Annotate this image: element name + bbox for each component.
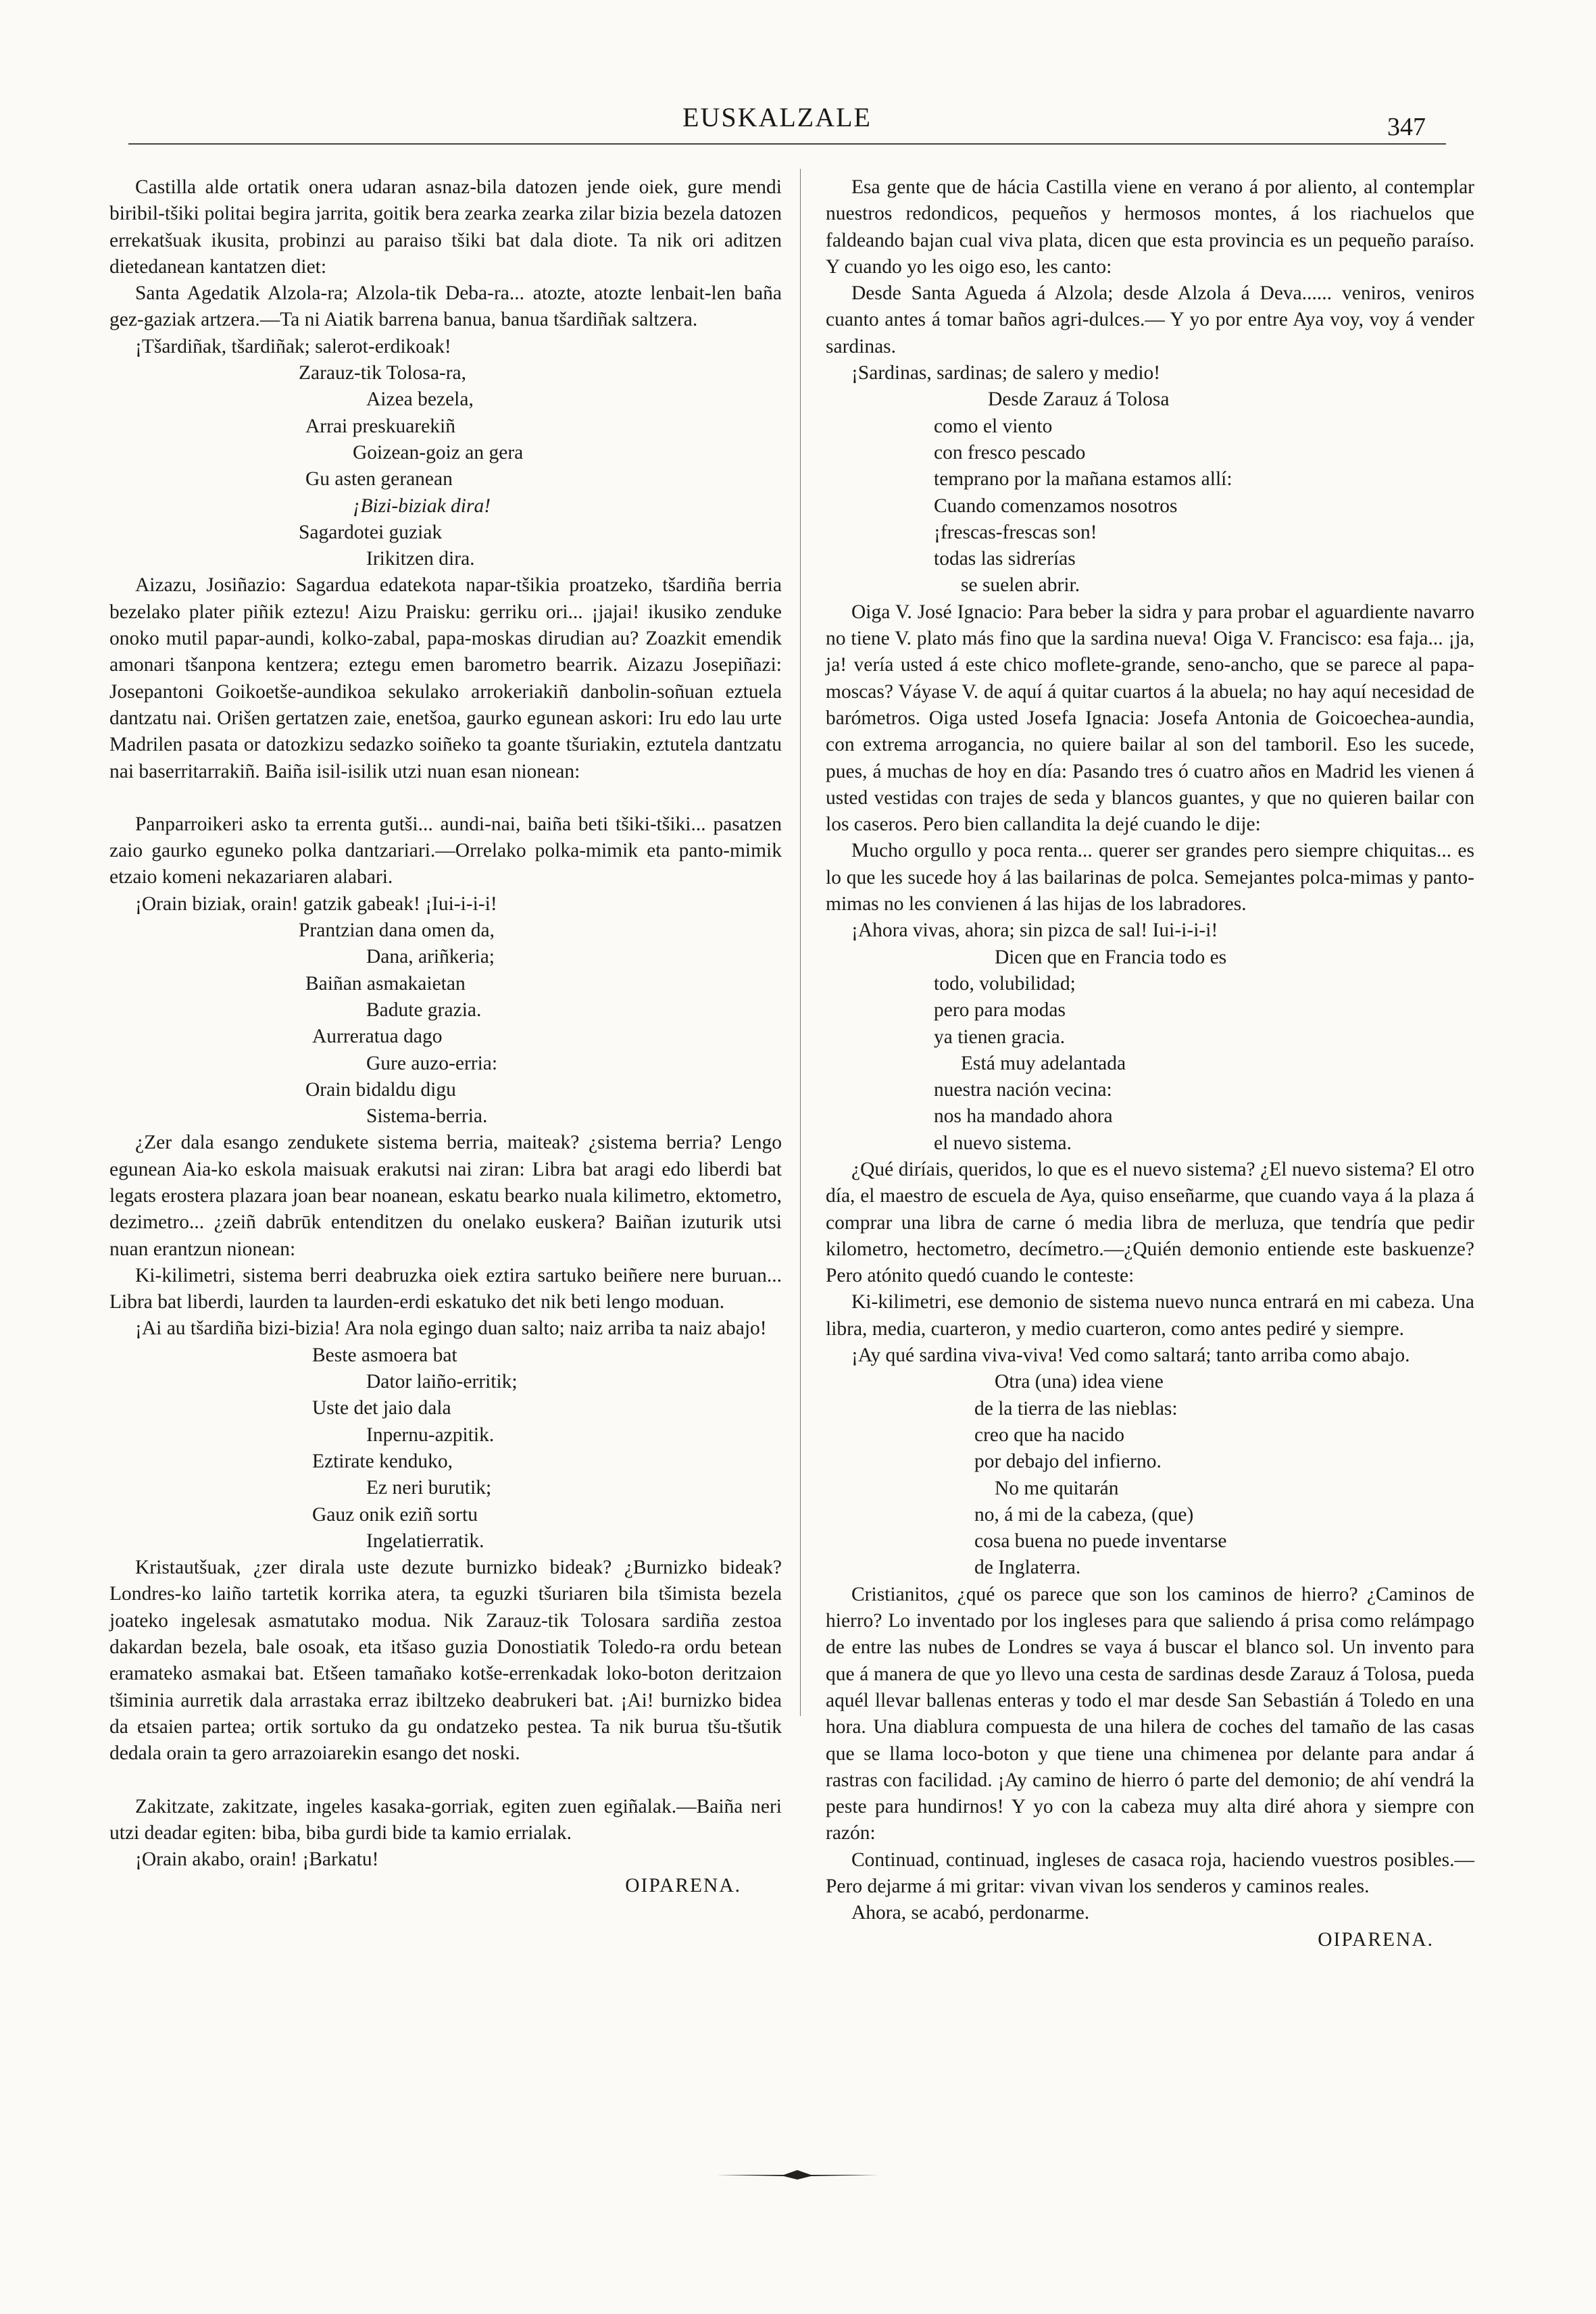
spanish-column — [826, 174, 1474, 2134]
verse-line: Gu asten geranean — [305, 468, 453, 491]
verse-line: cosa buena no puede inventarse — [974, 1530, 1227, 1553]
verse-line: Prantzian dana omen da, — [299, 920, 495, 942]
verse-stanza — [109, 360, 782, 572]
verse-line: Está muy adelantada — [961, 1052, 1126, 1074]
paragraph: Oiga V. José Ignacio: Para beber la sidra y para probar el aguardiente navarro no tiene V. plato más fino que la sardina nueva! Oiga V. Francisco: esa faja... ¡ja, ja! vería usted á este chico moflete-grande, seno-ancho, que se parece al papa-moscas? Váyase V. de aquí á quitar cuartos á la abuela; no hay aquí necesidad de barómetros. Oiga usted Josefa Ignacia: Josefa Antonia de Goicoechea-aundia, con extrema arrogancia, no quiere bailar al son del tamboril. Eso les sucede, pues, á muchas de hoy en día: Pasando tres ó cuatro años en Madrid les vienen á usted vestidas con trajes de seda y blancos guantes, y que no quieren bailar con los caseros. Pero bien callandita la dejé cuando le dije: — [826, 601, 1474, 836]
paragraph: ¡Orain akabo, orain! ¡Barkatu! — [135, 1848, 379, 1871]
verse-line: No me quitarán — [995, 1477, 1119, 1499]
verse-line: nos ha mandado ahora — [934, 1105, 1113, 1128]
end-ornament — [716, 2169, 878, 2181]
verse-line: Irikitzen dira. — [366, 548, 475, 570]
verse-line: ¡frescas-frescas son! — [934, 521, 1097, 543]
verse-stanza — [109, 917, 782, 1130]
verse-line: ya tienen gracia. — [934, 1026, 1066, 1048]
page-header — [108, 101, 1446, 149]
verse-line: como el viento — [934, 415, 1053, 437]
paragraph: Ki-kilimetri, ese demonio de sistema nuevo nunca entrará en mi cabeza. Una libra, media, cuarteron, y medio cuarteron, como antes pediré y siempre. — [826, 1291, 1474, 1340]
verse-line: con fresco pescado — [934, 441, 1086, 463]
header-rule — [128, 143, 1446, 145]
verse-line: Ingelatierratik. — [366, 1530, 484, 1552]
verse-stanza — [826, 945, 1474, 1157]
verse-line: de la tierra de las nieblas: — [974, 1397, 1178, 1419]
basque-column — [109, 174, 782, 2134]
paragraph: Aizazu, Josiñazio: Sagardua edatekota napar-tšikia proatzeko, tšardiña berria bezelako plater piñik eztezu! Aizu Praisku: gerriku ori... ¡jajai! ikusiko zenduke onoko mutil papar-aundi, kolko-zabal, papa-moskas dirudian au? Zoazkit emendik amonari tšanpona kentzera; eztegu emen barometro bearrik. Aizazu Josepiñazi: Josepantoni Goikoetše-aundikoa sekulako arrokeriakiñ danbolin-soñuan eztuela dantzatu nai. Orišen gertatzen zaie, enetšoa, gaurko egunean askori: Iru edo lau urte Madrilen pasata or datozkizu sedazko soiñeko ta goante tšuriakin, eztutela dantzatu nai baserritarrakiñ. Baiña isil-isilik utzi nuan esan nionean: — [109, 574, 782, 782]
verse-line: todo, volubilidad; — [934, 972, 1076, 995]
paragraph: ¿Zer dala esango zendukete sistema berria, maiteak? ¿sistema berria? Lengo egunean Aia-ko eskola maisuak erakutsi nai ziran: Libra bat aragi edo liberdi bat legats erostera plazara joan bear noanean, eskatu bearko nuala kilimetro, ektometro, dezimetro... ¿zeiñ dabrūk entenditzen du onelako euskera? Baiñan izuturik utsi nuan erantzun nionean: — [109, 1132, 782, 1260]
paragraph: Cristianitos, ¿qué os parece que son los caminos de hierro? ¿Caminos de hierro? Lo inventado por los ingleses para que saliendo á prisa como relámpago de entre las nubes de Londres se vaya á buscar el blanco sol. Un invento para que á manera de que yo llevo una cesta de sardinas desde Zarauz á Tolosa, pueda aquél llevar ballenas enteras y todo el mar desde San Sebastián á Toledo en una hora. Una diablura compuesta de una hilera de coches del tamaño de las casas que se llama loco-boton y que tiene una chimenea por delante para andar á rastras con facilidad. ¡Ay camino de hierro ó parte del demonio; de ahí vendrá la peste para hundirnos! Y yo con la cabeza muy alta diré ahora y siempre con razón: — [826, 1583, 1474, 1844]
paragraph: Continuad, continuad, ingleses de casaca roja, haciendo vuestros posibles.—Pero dejarme á mi gritar: vivan vivan los senderos y caminos reales. — [826, 1848, 1474, 1897]
page-number: 347 — [1387, 113, 1426, 141]
paragraph: Ahora, se acabó, perdonarme. — [851, 1902, 1090, 1924]
paragraph: ¡Ay qué sardina viva-viva! Ved como saltará; tanto arriba como abajo. — [851, 1344, 1410, 1367]
verse-line: Desde Zarauz á Tolosa — [988, 388, 1170, 411]
paragraph: Panparroikeri asko ta errenta gutši... aundi-nai, baiña beti tšiki-tšiki... pasatzen zaio gaurko eguneko polka dantzariari.—Orrelako polka-mimik eta panto-mimik etzaio komeni nekazariaren alabari. — [109, 813, 782, 888]
verse-line: nuestra nación vecina: — [934, 1079, 1112, 1101]
verse-line: todas las sidrerías — [934, 548, 1076, 570]
verse-line: Goizean-goiz an gera — [353, 441, 524, 463]
verse-line: Badute grazia. — [366, 999, 482, 1021]
paragraph: ¡Ai au tšardiña bizi-bizia! Ara nola egingo duan salto; naiz arriba ta naiz abajo! — [135, 1317, 767, 1340]
paragraph: Ki-kilimetri, sistema berri deabruzka oiek eztira sartuko beiñere nere buruan... Libra bat liberdi, laurden ta laurden-erdi eskatuko det nik beti lengo moduan. — [109, 1264, 782, 1313]
verse-line: Sagardotei guziak — [299, 521, 443, 543]
verse-line: Otra (una) idea viene — [995, 1371, 1164, 1393]
verse-line: Dicen que en Francia todo es — [995, 946, 1227, 968]
verse-line: Dator laiño-erritik; — [366, 1371, 518, 1393]
verse-line: Arrai preskuarekiñ — [305, 415, 455, 437]
verse-line: Ez neri burutik; — [366, 1477, 492, 1499]
verse-stanza — [826, 1369, 1474, 1581]
paragraph: Zakitzate, zakitzate, ingeles kasaka-gorriak, egiten zuen egiñalak.—Baiña neri utzi deadar egiten: biba, biba gurdi bide ta kamio errialak. — [109, 1795, 782, 1844]
author-signature: OIPARENA. — [625, 1875, 741, 1897]
verse-line: Cuando comenzamos nosotros — [934, 495, 1178, 517]
paragraph: ¡Ahora vivas, ahora; sin pizca de sal! Iui-i-i-i! — [851, 920, 1218, 942]
paragraph: Esa gente que de hácia Castilla viene en verano á por aliento, al contemplar nuestros redondicos, pequeños y hermosos montes, á los riachuelos que faldeando bajan cual viva plata, dicen que esta provincia es un pequeño paraíso. Y cuando yo les oigo eso, les canto: — [826, 176, 1474, 278]
verse-line: Gauz onik eziñ sortu — [312, 1503, 478, 1526]
column-divider — [800, 169, 801, 1716]
paragraph: ¿Qué diríais, queridos, lo que es el nuevo sistema? ¿El nuevo sistema? El otro día, el maestro de escuela de Aya, quiso enseñarme, que cuando vaya á la plaza á comprar una libra de carne ó media libra de merluza, que tendría que pedir kilometro, hectometro, decímetro.—¿Quién demonio entiende este baskuenze? Pero atónito quedó cuando le conteste: — [826, 1158, 1474, 1287]
verse-line: pero para modas — [934, 999, 1066, 1022]
verse-line: de Inglaterra. — [974, 1557, 1081, 1579]
paragraph: Kristautšuak, ¿zer dirala uste dezute burnizko bideak? ¿Burnizko bideak? Londres-ko laiño tartetik korrika atera, ta eguzki tšuriaren bila tšimista bezela joateko ingelesak asmatutako modua. Nik Zarauz-tik Tolosara sardiña zestoa dakardan bezela, bale osoak, eta itšaso guzia Donostiatik Toledo-ra ordu betean eramateko asmakai bat. Etšeen tamañako kotše-errenkadak loko-boton deritzaion tšiminia aurretik dala arrastaka erraz ibiltzeko deabrukeri bat. ¡Ai! burnizko bidea da etsaien partea; ortik sortuko da gu ondatzeko pestea. Ta nik burua tšu-tšutik dedala orain ta gero arrazoiarekin esango det noski. — [109, 1557, 782, 1765]
verse-line: Sistema-berria. — [366, 1105, 488, 1128]
verse-line: no, á mi de la cabeza, (que) — [974, 1503, 1194, 1526]
author-signature: OIPARENA. — [1318, 1928, 1434, 1951]
verse-line: creo que ha nacido — [974, 1424, 1124, 1446]
verse-stanza — [826, 386, 1474, 599]
paragraph: ¡Sardinas, sardinas; de salero y medio! — [851, 362, 1161, 384]
verse-line: Inpernu-azpitik. — [366, 1424, 495, 1446]
verse-line: Aurreratua dago — [312, 1026, 443, 1048]
paragraph: Mucho orgullo y poca renta... querer ser grandes pero siempre chiquitas... es lo que les sucede hoy á las bailarinas de polca. Semejantes polca-mimas y panto-mimas no les convienen á las hijas de los labradores. — [826, 840, 1474, 915]
paragraph: Castilla alde ortatik onera udaran asnaz-bila datozen jende oiek, gure mendi biribil-tšiki politai begira jarrita, goitik bera zearka zearka zilar bizia bezela datozen errekatšuak ikusita, probinzi au paraiso tšiki bat dala diote. Ta nik ori aditzen dietedanean kantatzen diet: — [109, 176, 782, 278]
paragraph: ¡Orain biziak, orain! gatzik gabeak! ¡Iui-i-i-i! — [135, 892, 497, 915]
verse-line: Orain bidaldu digu — [305, 1078, 456, 1101]
paragraph: Desde Santa Agueda á Alzola; desde Alzola á Deva...... veniros, veniros cuanto antes á tomar baños agri-dulces.— Y yo por entre Aya voy, voy á vender sardinas. — [826, 282, 1474, 357]
verse-line: Dana, ariñkeria; — [366, 946, 495, 968]
verse-line: Aizea bezela, — [366, 388, 474, 411]
journal-title: EUSKALZALE — [682, 102, 872, 132]
verse-line: Beste asmoera bat — [312, 1344, 457, 1366]
verse-line: Zarauz-tik Tolosa-ra, — [299, 362, 467, 384]
verse-stanza — [109, 1342, 782, 1555]
verse-line: se suelen abrir. — [961, 574, 1080, 597]
verse-line: temprano por la mañana estamos allí: — [934, 468, 1232, 491]
paragraph: ¡Tšardiñak, tšardiñak; salerot-erdikoak! — [135, 335, 451, 357]
verse-line: Gure auzo-erria: — [366, 1052, 498, 1074]
verse-line: ¡Bizi-biziak dira! — [353, 495, 491, 517]
verse-line: Uste det jaio dala — [312, 1397, 451, 1419]
verse-line: Eztirate kenduko, — [312, 1450, 453, 1472]
paragraph: Santa Agedatik Alzola-ra; Alzola-tik Deba-ra... atozte, atozte lenbait-len baña gez-gaziak artzera.—Ta ni Aiatik barrena banua, banua tšardiñak saltzera. — [109, 282, 782, 331]
verse-line: Baiñan asmakaietan — [305, 972, 466, 995]
verse-line: el nuevo sistema. — [934, 1132, 1072, 1154]
verse-line: por debajo del infierno. — [974, 1451, 1162, 1473]
